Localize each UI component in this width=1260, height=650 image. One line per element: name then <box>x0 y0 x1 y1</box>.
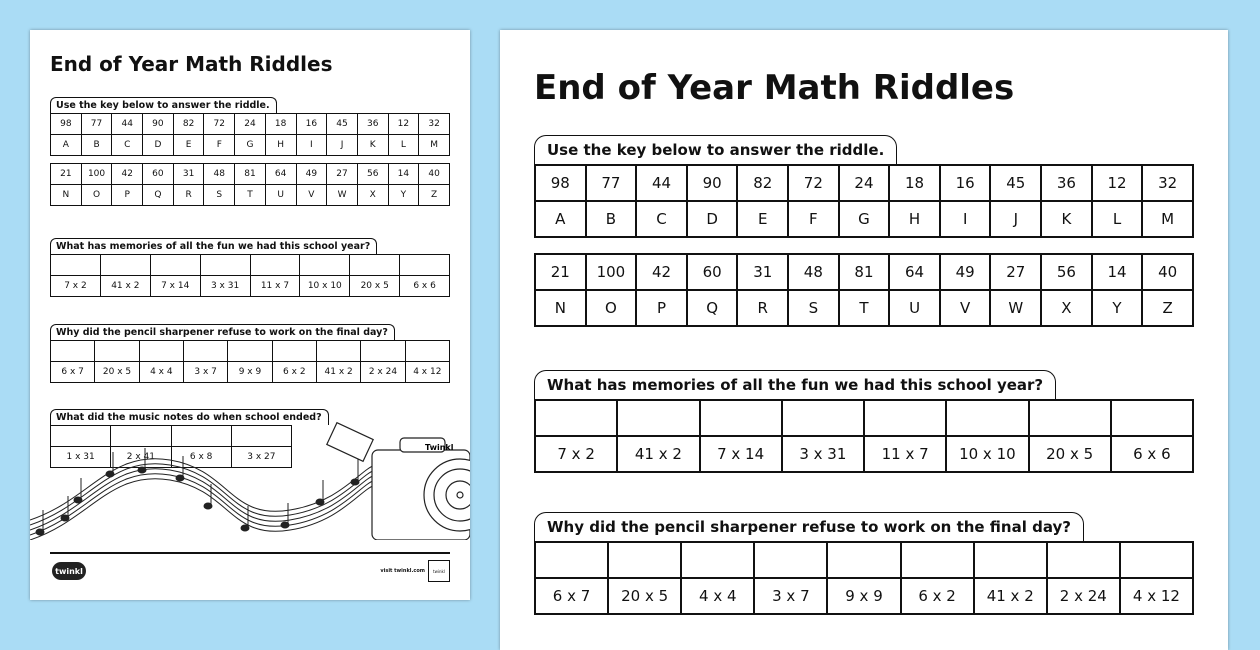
problem: 6 x 2 <box>901 578 974 614</box>
problem-row <box>51 276 450 297</box>
key-number: 45 <box>327 114 358 135</box>
key-number: 42 <box>112 164 143 185</box>
problem-row <box>535 578 1193 614</box>
key-letter: U <box>889 290 940 326</box>
answer-box[interactable] <box>827 542 900 578</box>
key-row-letters <box>51 135 450 156</box>
key-row-numbers <box>51 114 450 135</box>
key-letter: S <box>204 185 235 206</box>
problem: 2 x 24 <box>361 362 405 383</box>
key-number: 77 <box>586 165 637 201</box>
key-letter: W <box>327 185 358 206</box>
key-number: 90 <box>143 114 174 135</box>
key-number: 18 <box>889 165 940 201</box>
key-letter: L <box>388 135 419 156</box>
key-letter: S <box>788 290 839 326</box>
problem: 9 x 9 <box>228 362 272 383</box>
problem: 41 x 2 <box>617 436 699 472</box>
problem: 7 x 14 <box>150 276 200 297</box>
key-letter: E <box>737 201 788 237</box>
answer-box[interactable] <box>535 542 608 578</box>
key-letter: K <box>357 135 388 156</box>
key-row-letters <box>535 290 1193 326</box>
key-letter: O <box>81 185 112 206</box>
key-number: 18 <box>265 114 296 135</box>
problem: 4 x 12 <box>1120 578 1193 614</box>
key-letter: R <box>173 185 204 206</box>
riddle-table <box>50 340 450 383</box>
key-letter: L <box>1092 201 1143 237</box>
problem: 3 x 7 <box>754 578 827 614</box>
riddle-1 <box>50 234 450 297</box>
key-letter: M <box>1142 201 1193 237</box>
riddle-1 <box>534 370 1194 473</box>
answer-row <box>51 341 450 362</box>
worksheet-zoomed <box>500 30 1228 650</box>
answer-box[interactable] <box>95 341 139 362</box>
key-letter: G <box>235 135 266 156</box>
answer-box[interactable] <box>864 400 946 436</box>
riddle-2 <box>534 512 1194 615</box>
key-letter: B <box>586 201 637 237</box>
key-number: 81 <box>839 254 890 290</box>
key-letter: Y <box>388 185 419 206</box>
problem: 4 x 4 <box>681 578 754 614</box>
key-letter: J <box>327 135 358 156</box>
key-letter: V <box>940 290 991 326</box>
key-number: 82 <box>737 165 788 201</box>
answer-box[interactable] <box>350 255 400 276</box>
problem: 20 x 5 <box>608 578 681 614</box>
key-number: 40 <box>1142 254 1193 290</box>
key-number: 49 <box>940 254 991 290</box>
key-number: 14 <box>1092 254 1143 290</box>
answer-row <box>535 542 1193 578</box>
music-staff-camera-illustration <box>30 410 470 540</box>
key-number: 44 <box>636 165 687 201</box>
key-letter: V <box>296 185 327 206</box>
key-letter: W <box>990 290 1041 326</box>
problem: 4 x 4 <box>139 362 183 383</box>
problem: 7 x 14 <box>700 436 782 472</box>
answer-box[interactable] <box>400 255 450 276</box>
key-letter: F <box>204 135 235 156</box>
key-letter: M <box>419 135 450 156</box>
key-number: 32 <box>419 114 450 135</box>
answer-box[interactable] <box>974 542 1047 578</box>
key-number: 90 <box>687 165 738 201</box>
problem: 3 x 31 <box>200 276 250 297</box>
key-letter: P <box>112 185 143 206</box>
answer-box[interactable] <box>681 542 754 578</box>
key-block-2 <box>534 253 1194 327</box>
key-letter: G <box>839 201 890 237</box>
problem: 1 x 31 <box>51 447 111 468</box>
key-number: 98 <box>535 165 586 201</box>
answer-box[interactable] <box>316 341 360 362</box>
key-number: 36 <box>1041 165 1092 201</box>
answer-box[interactable] <box>782 400 864 436</box>
key-row-letters <box>535 201 1193 237</box>
problem: 10 x 10 <box>300 276 350 297</box>
key-letter: A <box>535 201 586 237</box>
key-letter: F <box>788 201 839 237</box>
key-number: 24 <box>235 114 266 135</box>
problem: 20 x 5 <box>95 362 139 383</box>
key-block-1 <box>50 93 450 156</box>
key-letter: N <box>51 185 82 206</box>
key-number: 64 <box>889 254 940 290</box>
key-row-numbers <box>535 165 1193 201</box>
key-number: 45 <box>990 165 1041 201</box>
key-table <box>534 164 1194 238</box>
riddle-2 <box>50 320 450 383</box>
key-row-numbers <box>535 254 1193 290</box>
key-number: 56 <box>357 164 388 185</box>
answer-box[interactable] <box>183 341 227 362</box>
key-number: 100 <box>586 254 637 290</box>
problem: 3 x 31 <box>782 436 864 472</box>
key-letter: H <box>265 135 296 156</box>
answer-box[interactable] <box>1029 400 1111 436</box>
key-letter: Q <box>143 185 174 206</box>
key-number: 12 <box>1092 165 1143 201</box>
key-letter: A <box>51 135 82 156</box>
riddle-question: Why did the pencil sharpener refuse to work on the final day? <box>50 324 395 340</box>
key-letter: I <box>940 201 991 237</box>
problem: 41 x 2 <box>974 578 1047 614</box>
key-number: 36 <box>357 114 388 135</box>
problem: 6 x 7 <box>535 578 608 614</box>
problem: 9 x 9 <box>827 578 900 614</box>
answer-box[interactable] <box>250 255 300 276</box>
problem: 3 x 7 <box>183 362 227 383</box>
key-number: 60 <box>143 164 174 185</box>
key-number: 16 <box>296 114 327 135</box>
answer-box[interactable] <box>754 542 827 578</box>
answer-box[interactable] <box>51 341 95 362</box>
key-number: 27 <box>327 164 358 185</box>
key-letter: P <box>636 290 687 326</box>
key-number: 42 <box>636 254 687 290</box>
key-number: 77 <box>81 114 112 135</box>
answer-box[interactable] <box>139 341 183 362</box>
key-letter: R <box>737 290 788 326</box>
key-letter: B <box>81 135 112 156</box>
key-letter: C <box>636 201 687 237</box>
key-number: 82 <box>173 114 204 135</box>
key-letter: D <box>143 135 174 156</box>
key-number: 31 <box>173 164 204 185</box>
answer-box[interactable] <box>51 255 101 276</box>
key-letter: E <box>173 135 204 156</box>
answer-box[interactable] <box>901 542 974 578</box>
answer-box[interactable] <box>150 255 200 276</box>
answer-box[interactable] <box>700 400 782 436</box>
key-number: 32 <box>1142 165 1193 201</box>
key-letter: Y <box>1092 290 1143 326</box>
key-number: 98 <box>51 114 82 135</box>
key-number: 48 <box>204 164 235 185</box>
problem: 4 x 12 <box>405 362 449 383</box>
answer-row <box>51 255 450 276</box>
problem: 2 x 41 <box>111 447 171 468</box>
problem: 2 x 24 <box>1047 578 1120 614</box>
key-letter: H <box>889 201 940 237</box>
problem: 41 x 2 <box>316 362 360 383</box>
key-letter: U <box>265 185 296 206</box>
key-letter: Z <box>1142 290 1193 326</box>
riddle-question: What did the music notes do when school ended? <box>50 409 329 425</box>
key-number: 100 <box>81 164 112 185</box>
answer-box[interactable] <box>272 341 316 362</box>
key-number: 60 <box>687 254 738 290</box>
key-number: 72 <box>788 165 839 201</box>
key-number: 21 <box>51 164 82 185</box>
riddle-table <box>534 541 1194 615</box>
key-letter: K <box>1041 201 1092 237</box>
answer-box[interactable] <box>300 255 350 276</box>
riddle-question: Why did the pencil sharpener refuse to work on the final day? <box>534 512 1084 541</box>
key-number: 48 <box>788 254 839 290</box>
footer-visit-text: visit twinkl.com <box>380 568 425 574</box>
worksheet-title: End of Year Math Riddles <box>534 68 1015 108</box>
problem: 6 x 6 <box>1111 436 1193 472</box>
problem: 10 x 10 <box>946 436 1028 472</box>
key-number: 56 <box>1041 254 1092 290</box>
answer-box[interactable] <box>405 341 449 362</box>
key-letter: X <box>1041 290 1092 326</box>
key-letter: Z <box>419 185 450 206</box>
problem-row <box>51 362 450 383</box>
key-block-2 <box>50 163 450 206</box>
key-letter: I <box>296 135 327 156</box>
problem: 6 x 8 <box>171 447 231 468</box>
key-letter: Q <box>687 290 738 326</box>
answer-row <box>535 400 1193 436</box>
key-letter: J <box>990 201 1041 237</box>
answer-box[interactable] <box>361 341 405 362</box>
key-letter: T <box>839 290 890 326</box>
footer-divider <box>50 552 450 554</box>
problem: 6 x 2 <box>272 362 316 383</box>
key-letter: D <box>687 201 738 237</box>
answer-box[interactable] <box>228 341 272 362</box>
answer-box[interactable] <box>608 542 681 578</box>
key-number: 12 <box>388 114 419 135</box>
problem: 20 x 5 <box>350 276 400 297</box>
key-row-letters <box>51 185 450 206</box>
worksheet-preview-full <box>30 30 470 600</box>
key-letter: O <box>586 290 637 326</box>
problem: 7 x 2 <box>535 436 617 472</box>
problem: 6 x 6 <box>400 276 450 297</box>
key-number: 40 <box>419 164 450 185</box>
key-table <box>50 113 450 156</box>
key-instruction: Use the key below to answer the riddle. <box>50 97 277 113</box>
key-letter: T <box>235 185 266 206</box>
key-letter: C <box>112 135 143 156</box>
key-table <box>50 163 450 206</box>
riddle-table <box>534 399 1194 473</box>
riddle-question: What has memories of all the fun we had this school year? <box>50 238 377 254</box>
answer-box[interactable] <box>200 255 250 276</box>
key-number: 49 <box>296 164 327 185</box>
key-table <box>534 253 1194 327</box>
key-block-1 <box>534 135 1194 238</box>
key-number: 81 <box>235 164 266 185</box>
problem: 11 x 7 <box>250 276 300 297</box>
twinkl-logo: twinkl <box>52 562 86 580</box>
key-number: 27 <box>990 254 1041 290</box>
problem: 7 x 2 <box>51 276 101 297</box>
answer-box[interactable] <box>617 400 699 436</box>
problem: 41 x 2 <box>100 276 150 297</box>
camera-brand-label: Twinkl <box>425 443 454 452</box>
answer-box[interactable] <box>100 255 150 276</box>
key-letter: X <box>357 185 388 206</box>
answer-box[interactable] <box>535 400 617 436</box>
problem: 20 x 5 <box>1029 436 1111 472</box>
key-number: 44 <box>112 114 143 135</box>
problem-row <box>535 436 1193 472</box>
problem: 6 x 7 <box>51 362 95 383</box>
answer-box[interactable] <box>1120 542 1193 578</box>
key-number: 24 <box>839 165 890 201</box>
key-number: 16 <box>940 165 991 201</box>
footer-badge: twinkl <box>428 560 450 582</box>
answer-box[interactable] <box>1047 542 1120 578</box>
key-number: 31 <box>737 254 788 290</box>
worksheet-title: End of Year Math Riddles <box>50 52 333 76</box>
key-number: 14 <box>388 164 419 185</box>
key-row-numbers <box>51 164 450 185</box>
key-instruction: Use the key below to answer the riddle. <box>534 135 897 164</box>
key-letter: N <box>535 290 586 326</box>
problem: 11 x 7 <box>864 436 946 472</box>
key-number: 21 <box>535 254 586 290</box>
key-number: 72 <box>204 114 235 135</box>
answer-box[interactable] <box>1111 400 1193 436</box>
problem: 3 x 27 <box>231 447 291 468</box>
answer-box[interactable] <box>946 400 1028 436</box>
riddle-table <box>50 254 450 297</box>
key-number: 64 <box>265 164 296 185</box>
riddle-question: What has memories of all the fun we had this school year? <box>534 370 1056 399</box>
